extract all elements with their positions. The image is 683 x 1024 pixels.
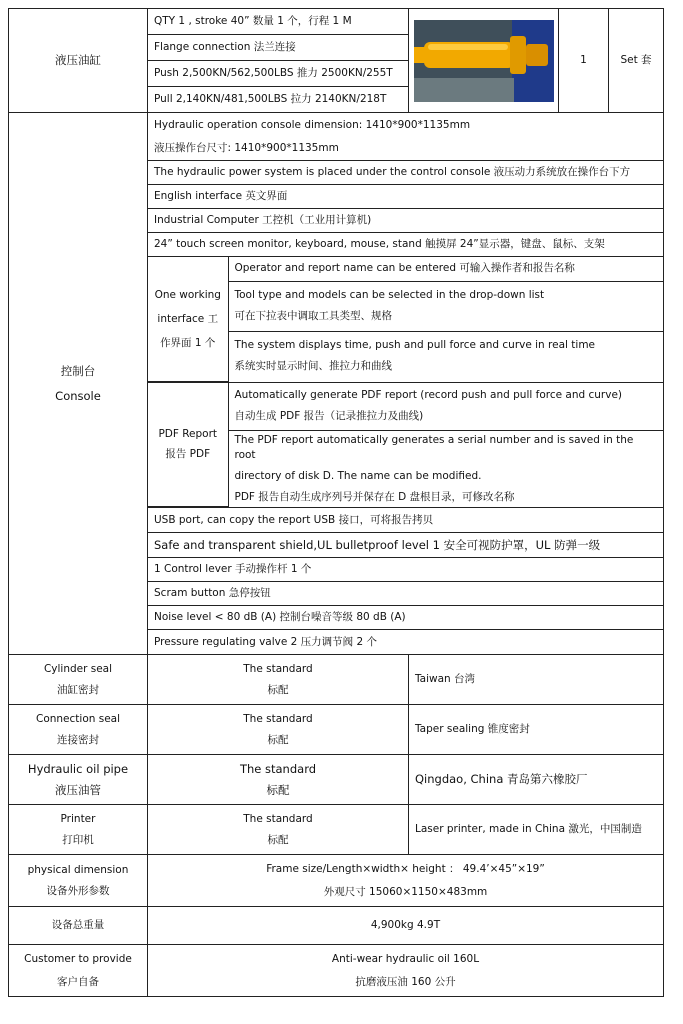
hydraulic-cylinder-icon xyxy=(414,20,554,102)
total-weight-label: 设备总重量 xyxy=(9,907,148,945)
cylinder-label: 液压油缸 xyxy=(9,9,148,113)
working-interface-block xyxy=(148,257,664,383)
cylinder-seal-standard-en: The standard xyxy=(243,662,313,675)
printer-origin: Laser printer, made in China 激光，中国制造 xyxy=(409,805,664,855)
physical-dimension-label xyxy=(9,855,148,907)
console-noise: Noise level < 80 dB (A) 控制台噪音等级 80 dB (A) xyxy=(148,606,664,630)
pdf-report-label xyxy=(148,383,228,507)
connection-seal-standard-cn: 标配 xyxy=(267,733,289,746)
console-pressure-valve: Pressure regulating valve 2 压力调节阀 2 个 xyxy=(148,630,664,655)
pdf-serial-en-2: directory of disk D. The name can be modified. xyxy=(234,469,482,482)
customer-provide-label xyxy=(9,945,148,997)
customer-provide-value xyxy=(148,945,664,997)
oil-pipe-standard-cn: 标配 xyxy=(266,782,290,797)
pdf-report-block xyxy=(148,382,664,508)
console-dimension-cn: 液压操作台尺寸: 1410*900*1135mm xyxy=(154,141,339,154)
working-interface-label xyxy=(148,257,228,381)
connection-seal-label xyxy=(9,705,148,755)
physical-dimension-frame-size: Frame size/Length×width× height ： 49.4’×45”×19” xyxy=(266,862,545,875)
working-interface-label-line-2: interface 工 xyxy=(157,312,219,325)
pdf-report-item-serial xyxy=(228,431,663,507)
physical-dimension-mm: 外观尺寸 15060×1150×483mm xyxy=(323,885,488,898)
spec-table xyxy=(8,8,664,997)
cylinder-seal-standard xyxy=(148,655,409,705)
console-label-cn: 控制台 xyxy=(60,363,96,378)
physical-dimension-value xyxy=(148,855,664,907)
working-interface-item-tool-type xyxy=(228,281,663,331)
customer-provide-oil-cn: 抗磨液压油 160 公升 xyxy=(355,975,456,988)
console-dimension-en: Hydraulic operation console dimension: 1410*900*1135mm xyxy=(154,118,471,131)
oil-pipe-label-en: Hydraulic oil pipe xyxy=(27,761,129,776)
oil-pipe-label xyxy=(9,755,148,805)
console-label-en: Console xyxy=(55,388,101,403)
cylinder-spec-flange: Flange connection 法兰连接 xyxy=(148,35,409,61)
oil-pipe-standard-en: The standard xyxy=(239,761,317,776)
oil-pipe-standard xyxy=(148,755,409,805)
realtime-en: The system displays time, push and pull force and curve in real time xyxy=(234,339,596,352)
printer-standard-cn: 标配 xyxy=(267,833,289,846)
printer-label-cn: 打印机 xyxy=(62,833,94,846)
cylinder-photo-cell xyxy=(409,9,559,113)
working-interface-label-line-1: One working xyxy=(154,288,221,301)
pdf-report-label-line-2: 报告 PDF xyxy=(165,448,211,461)
cylinder-spec-qty: QTY 1 , stroke 40” 数量 1 个，行程 1 M xyxy=(148,9,409,35)
console-dimension xyxy=(148,113,664,161)
printer-standard xyxy=(148,805,409,855)
console-power-system: The hydraulic power system is placed under the control console 液压动力系统放在操作台下方 xyxy=(148,161,664,185)
physical-dimension-label-cn: 设备外形参数 xyxy=(46,884,110,897)
cylinder-seal-origin: Taiwan 台湾 xyxy=(409,655,664,705)
cylinder-seal-label xyxy=(9,655,148,705)
customer-provide-label-cn: 客户自备 xyxy=(57,975,99,988)
console-industrial-computer: Industrial Computer 工控机（工业用计算机) xyxy=(148,209,664,233)
cylinder-spec-pull: Pull 2,140KN/481,500LBS 拉力 2140KN/218T xyxy=(148,87,409,113)
customer-provide-label-en: Customer to provide xyxy=(24,952,132,965)
pdf-serial-cn: PDF 报告自动生成序列号并保存在 D 盘根目录，可修改名称 xyxy=(234,490,515,503)
pdf-auto-cn: 自动生成 PDF 报告（记录推拉力及曲线) xyxy=(234,410,424,423)
tool-type-cn: 可在下拉表中调取工具类型、规格 xyxy=(234,310,392,322)
working-interface-item-operator: Operator and report name can be entered 可输入操作者和报告名称 xyxy=(228,257,663,281)
connection-seal-label-en: Connection seal xyxy=(35,712,121,725)
console-control-lever: 1 Control lever 手动操作杆 1 个 xyxy=(148,558,664,582)
console-label xyxy=(9,113,148,655)
total-weight-value: 4,900kg 4.9T xyxy=(148,907,664,945)
connection-seal-origin: Taper sealing 锥度密封 xyxy=(409,705,664,755)
console-scram: Scram button 急停按钮 xyxy=(148,582,664,606)
pdf-report-item-auto xyxy=(228,383,663,431)
connection-seal-standard-en: The standard xyxy=(243,712,313,725)
hydraulic-cylinder-photo xyxy=(413,20,554,102)
console-monitor: 24” touch screen monitor, keyboard, mouse, stand 触摸屏 24”显示器，键盘、鼠标、支架 xyxy=(148,233,664,257)
printer-label-en: Printer xyxy=(60,812,96,825)
customer-provide-oil-en: Anti-wear hydraulic oil 160L xyxy=(331,952,480,965)
cylinder-qty: 1 xyxy=(559,9,609,113)
cylinder-seal-label-cn: 油缸密封 xyxy=(57,683,99,696)
oil-pipe-label-cn: 液压油管 xyxy=(55,782,101,797)
cylinder-seal-label-en: Cylinder seal xyxy=(43,662,113,675)
working-interface-label-line-3: 作界面 1 个 xyxy=(160,336,216,349)
pdf-auto-en: Automatically generate PDF report (record push and pull force and curve) xyxy=(234,389,623,402)
cylinder-seal-standard-cn: 标配 xyxy=(267,683,289,696)
cylinder-unit: Set 套 xyxy=(609,9,664,113)
console-usb: USB port, can copy the report USB 接口，可将报告拷贝 xyxy=(148,508,664,533)
physical-dimension-label-en: physical dimension xyxy=(27,863,129,876)
realtime-cn: 系统实时显示时间、推拉力和曲线 xyxy=(234,360,392,373)
printer-label xyxy=(9,805,148,855)
printer-standard-en: The standard xyxy=(243,812,313,825)
console-english-interface: English interface 英文界面 xyxy=(148,185,664,209)
tool-type-en: Tool type and models can be selected in the drop-down list xyxy=(234,289,545,301)
oil-pipe-origin: Qingdao, China 青岛第六橡胶厂 xyxy=(409,755,664,805)
cylinder-spec-push: Push 2,500KN/562,500LBS 推力 2500KN/255T xyxy=(148,61,409,87)
pdf-report-label-line-1: PDF Report xyxy=(158,428,218,441)
equipment-spec-sheet xyxy=(8,8,663,997)
connection-seal-label-cn: 连接密封 xyxy=(57,733,99,746)
connection-seal-standard xyxy=(148,705,409,755)
working-interface-item-realtime xyxy=(228,331,663,381)
console-shield: Safe and transparent shield,UL bulletproof level 1 安全可视防护罩，UL 防弹一级 xyxy=(148,533,664,558)
pdf-serial-en-1: The PDF report automatically generates a serial number and is saved in the root xyxy=(234,433,634,461)
